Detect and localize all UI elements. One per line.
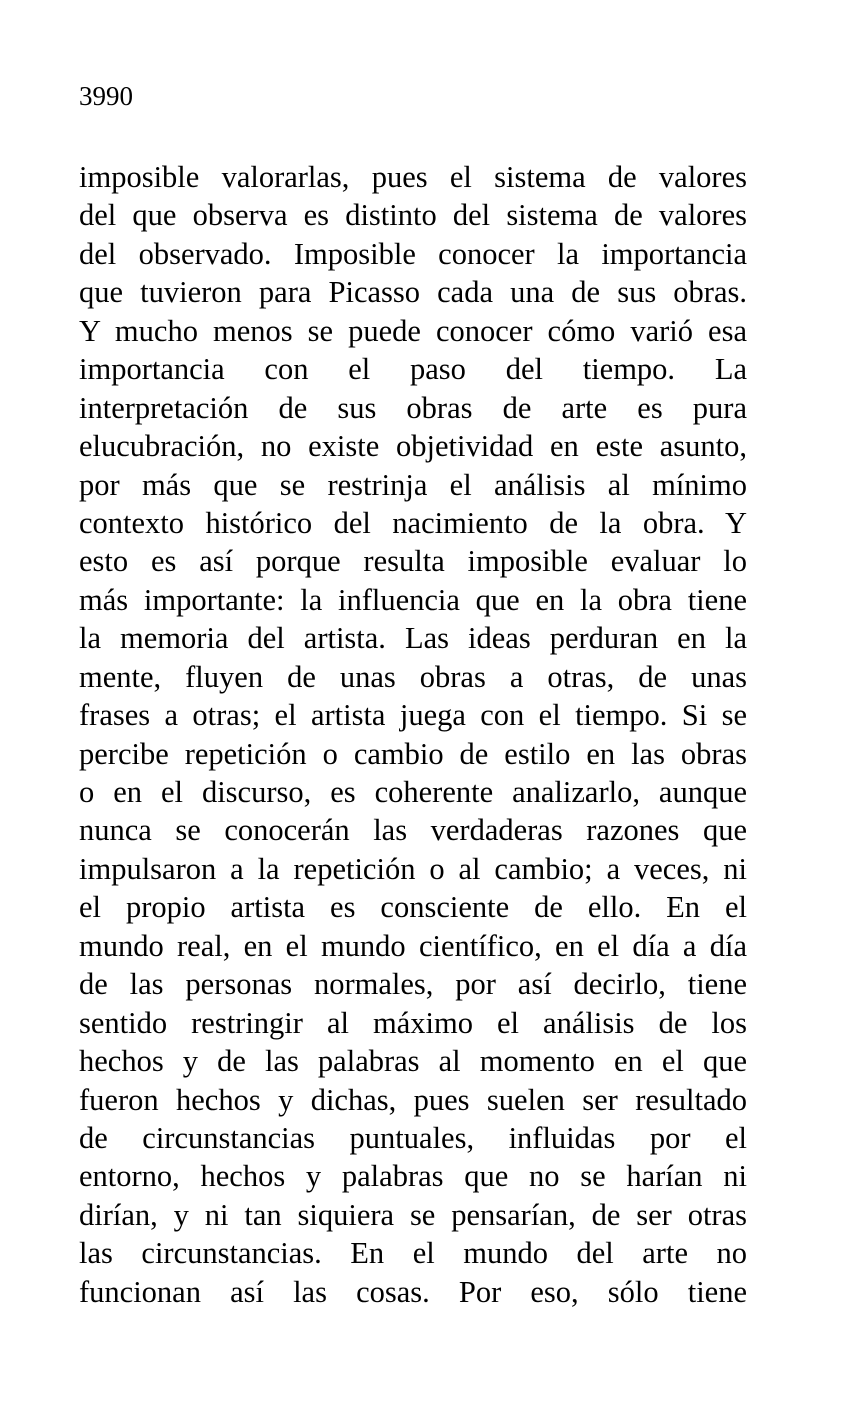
text-line: o en el discurso, es coherente analizarlo, aunque bbox=[79, 775, 747, 809]
page-number: 3990 bbox=[79, 81, 133, 111]
text-line: dirían, y ni tan siquiera se pensarían, de ser otras bbox=[79, 1197, 747, 1232]
text-line: mente, fluyen de unas obras a otras, de unas bbox=[79, 659, 747, 694]
text-line: contexto histórico del nacimiento de la obra. Y bbox=[79, 505, 747, 540]
text-line: las circunstancias. En el mundo del arte no bbox=[79, 1236, 747, 1271]
text-line: hechos y de las palabras al momento en el que bbox=[79, 1044, 747, 1079]
text-line: la memoria del artista. Las ideas perduran en la bbox=[79, 621, 747, 656]
text-line: percibe repetición o cambio de estilo en las obras bbox=[79, 736, 747, 771]
text-line: entorno, hechos y palabras que no se harían ni bbox=[79, 1159, 747, 1194]
text-line: del observado. Imposible conocer la importancia bbox=[79, 236, 747, 271]
text-line: nunca se conocerán las verdaderas razones que bbox=[79, 813, 747, 848]
text-line: fueron hechos y dichas, pues suelen ser resultado bbox=[79, 1082, 747, 1117]
text-line: de las personas normales, por así decirlo, tiene bbox=[79, 967, 747, 1002]
text-line: por más que se restrinja el análisis al mínimo bbox=[79, 467, 747, 502]
text-line: sentido restringir al máximo el análisis de los bbox=[79, 1005, 747, 1040]
text-line: frases a otras; el artista juega con el tiempo. Si se bbox=[79, 698, 747, 733]
text-line: importancia con el paso del tiempo. La bbox=[79, 352, 747, 387]
text-line: imposible valorarlas, pues el sistema de valores bbox=[79, 160, 747, 194]
text-line: que tuvieron para Picasso cada una de sus obras. bbox=[79, 275, 747, 310]
text-line: de circunstancias puntuales, influidas por el bbox=[79, 1120, 747, 1155]
body-text bbox=[79, 158, 747, 1311]
text-line: del que observa es distinto del sistema de valores bbox=[79, 198, 747, 233]
text-line: Y mucho menos se puede conocer cómo varió esa bbox=[79, 313, 747, 348]
text-line: esto es así porque resulta imposible evaluar lo bbox=[79, 544, 747, 579]
text-line: interpretación de sus obras de arte es pura bbox=[79, 390, 747, 425]
text-line: elucubración, no existe objetividad en este asunto, bbox=[79, 429, 747, 464]
text-line: impulsaron a la repetición o al cambio; a veces, ni bbox=[79, 851, 747, 886]
text-line: más importante: la influencia que en la obra tiene bbox=[79, 582, 747, 617]
text-line: funcionan así las cosas. Por eso, sólo tiene bbox=[79, 1274, 747, 1309]
text-line: mundo real, en el mundo científico, en el día a día bbox=[79, 928, 747, 963]
text-line: el propio artista es consciente de ello. En el bbox=[79, 890, 747, 925]
